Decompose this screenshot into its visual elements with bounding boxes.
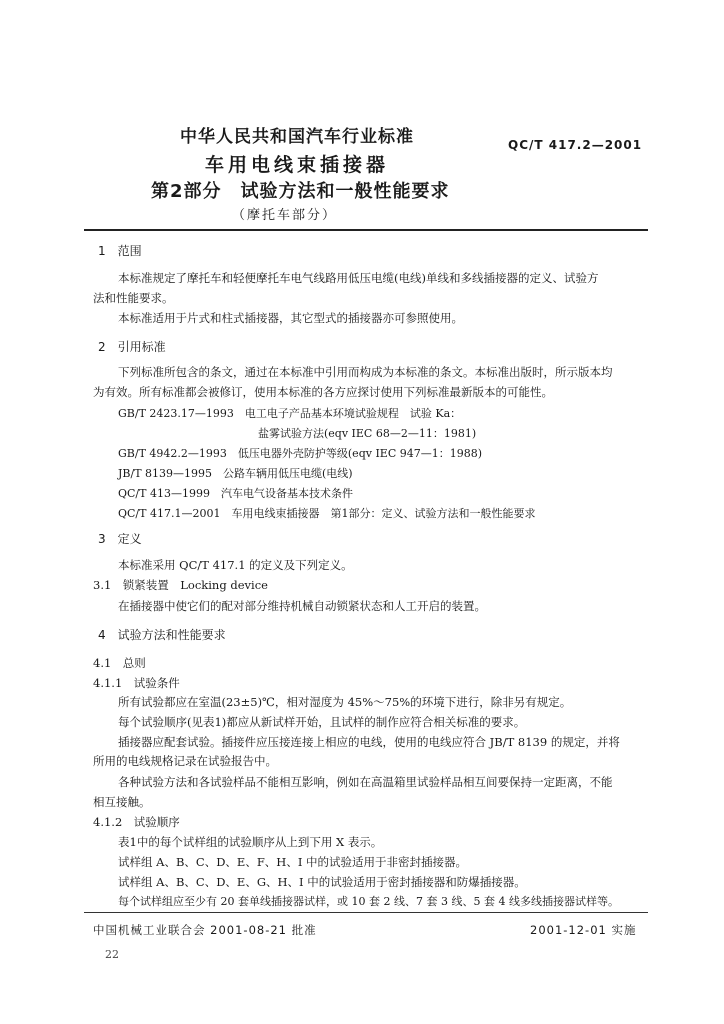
section-3-1-title: 3.1 锁紧装置 Locking device xyxy=(93,578,268,592)
standard-category: 中华人民共和国汽车行业标准 xyxy=(180,127,414,147)
section-4-1-2-para-1: 表1中的每个试样组的试验顺序从上到下用 X 表示。 xyxy=(118,835,383,849)
footer-divider xyxy=(84,912,648,913)
section-1-para-2: 本标准适用于片式和柱式插接器，其它型式的插接器亦可参照使用。 xyxy=(118,311,463,325)
section-1-title: 1 范围 xyxy=(98,244,142,258)
section-4-1-2-title: 4.1.2 试验顺序 xyxy=(93,815,180,829)
section-4-1-1-para-3b: 所用的电线规格记录在试验报告中。 xyxy=(93,754,277,768)
reference-item: JB/T 8139—1995 公路车辆用低压电缆(电线) xyxy=(118,467,353,480)
document-scope-note: （摩托车部分） xyxy=(232,208,338,223)
section-4-1-title: 4.1 总则 xyxy=(93,656,146,670)
section-3-para-1: 本标准采用 QC/T 417.1 的定义及下列定义。 xyxy=(118,558,353,572)
section-4-1-1-para-4b: 相互接触。 xyxy=(93,795,151,809)
section-1-para-1a: 本标准规定了摩托车和轻便摩托车电气线路用低压电缆(电线)单线和多线插接器的定义、试验方 xyxy=(118,271,599,285)
document-subtitle: 第2部分 试验方法和一般性能要求 xyxy=(151,181,450,202)
reference-item: GB/T 4942.2—1993 低压电器外壳防护等级(eqv IEC 947—1：1988) xyxy=(118,447,483,460)
section-4-1-1-para-3a: 插接器应配套试验。插接件应压接连接上相应的电线，使用的电线应符合 JB/T 8139 的规定，并将 xyxy=(118,735,620,749)
section-1-para-1b: 法和性能要求。 xyxy=(93,291,174,305)
section-3-title: 3 定义 xyxy=(98,532,142,546)
section-4-title: 4 试验方法和性能要求 xyxy=(98,628,226,642)
reference-item: QC/T 417.1—2001 车用电线束插接器 第1部分：定义、试验方法和一般性能要求 xyxy=(118,507,536,520)
section-2-para-1a: 下列标准所包含的条文，通过在本标准中引用而构成为本标准的条文。本标准出版时，所示版本均 xyxy=(118,365,613,379)
section-4-1-1-para-4a: 各种试验方法和各试验样品不能相互影响，例如在高温箱里试验样品相互间要保持一定距离，不能 xyxy=(118,775,613,789)
reference-item: 盐雾试验方法(eqv IEC 68—2—11：1981) xyxy=(258,427,477,440)
page-number: 22 xyxy=(105,948,119,961)
reference-item: GB/T 2423.17—1993 电工电子产品基本环境试验规程 试验 Ka： xyxy=(118,407,462,420)
header-divider xyxy=(84,229,648,231)
standard-number: QC/T 417.2—2001 xyxy=(508,138,643,152)
section-4-1-1-para-1: 所有试验都应在室温(23±5)℃，相对湿度为 45%～75%的环境下进行，除非另有规定。 xyxy=(118,695,572,709)
section-2-title: 2 引用标准 xyxy=(98,340,166,354)
approval-note: 中国机械工业联合会 2001-08-21 批准 xyxy=(93,923,317,937)
reference-item: QC/T 413—1999 汽车电气设备基本技术条件 xyxy=(118,487,353,500)
section-4-1-2-para-4: 每个试样组应至少有 20 套单线插接器试样，或 10 套 2 线、7 套 3 线、5 套 4 线多线插接器试样等。 xyxy=(118,895,619,908)
implementation-date: 2001-12-01 实施 xyxy=(530,923,637,937)
document-title: 车用电线束插接器 xyxy=(205,154,390,176)
section-4-1-2-para-2: 试样组 A、B、C、D、E、F、H、I 中的试验适用于非密封插接器。 xyxy=(118,855,468,869)
section-2-para-1b: 为有效。所有标准都会被修订，使用本标准的各方应探讨使用下列标准最新版本的可能性。 xyxy=(93,385,553,399)
section-4-1-1-para-2: 每个试验顺序(见表1)都应从新试样开始，且试样的制作应符合相关标准的要求。 xyxy=(118,715,526,729)
section-3-1-para: 在插接器中使它们的配对部分维持机械自动锁紧状态和人工开启的装置。 xyxy=(118,599,486,613)
section-4-1-2-para-3: 试样组 A、B、C、D、E、G、H、I 中的试验适用于密封插接器和防爆插接器。 xyxy=(118,875,526,889)
section-4-1-1-title: 4.1.1 试验条件 xyxy=(93,676,180,690)
